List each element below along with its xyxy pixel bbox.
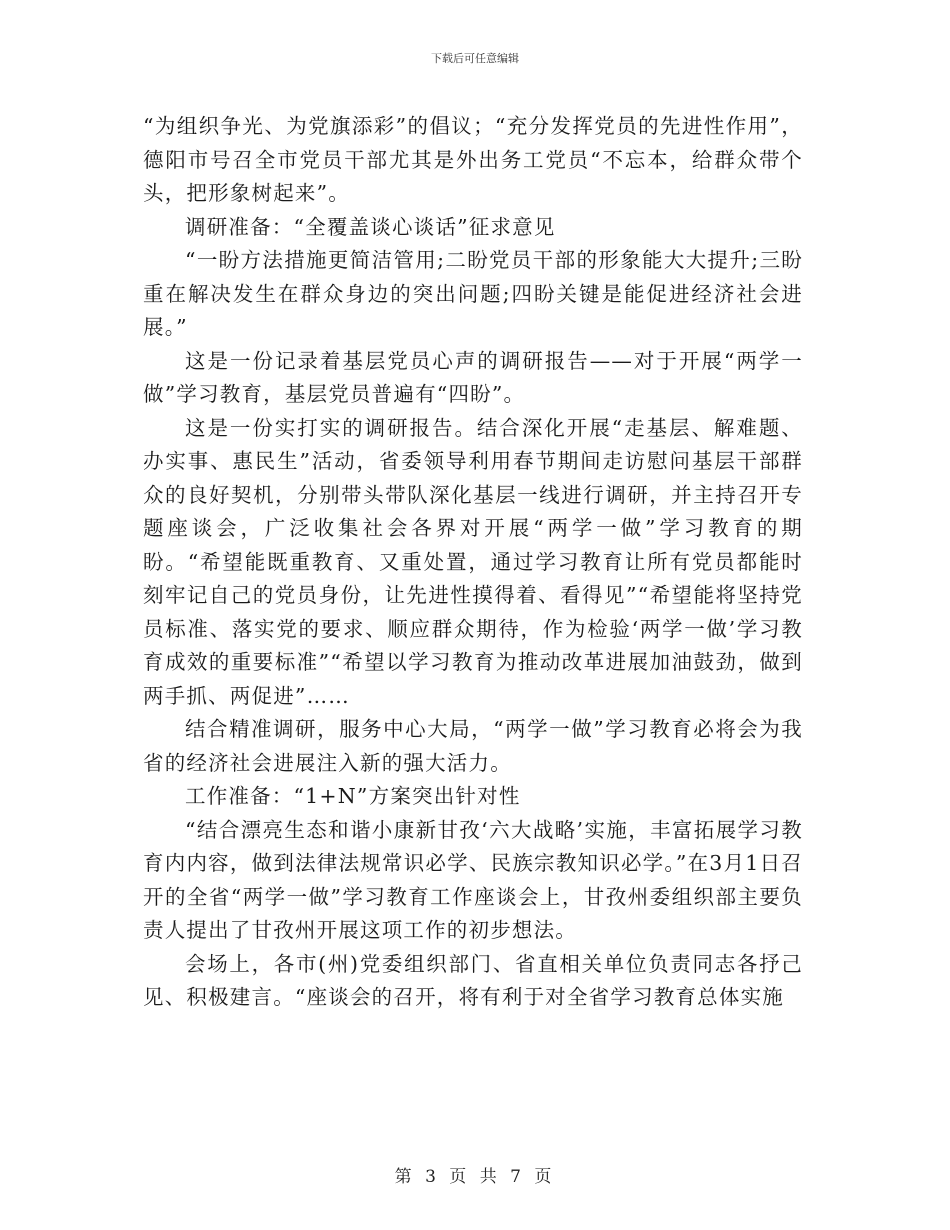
section-heading: 工作准备：“1+N”方案突出针对性 <box>185 784 521 808</box>
section-heading: 调研准备：“全覆盖谈心谈话”征求意见 <box>185 214 556 239</box>
paragraph: “一盼方法措施更简洁管用;二盼党员干部的形象能大大提升;三盼重在解决发生在群众身边的突出问题;四盼关键是能促进经济社会进展。” <box>143 248 803 339</box>
paragraph: “为组织争光、为党旗添彩”的倡议；“充分发挥党员的先进性作用”，德阳市号召全市党员干部尤其是外出务工党员“不忘本，给群众带个头，把形象树起来”。 <box>143 114 803 205</box>
header-note: 下载后可任意编辑 <box>431 52 519 65</box>
paragraph: 这是一份记录着基层党员心声的调研报告——对于开展“两学一做”学习教育，基层党员普遍有“四盼”。 <box>143 348 803 406</box>
paragraph: “结合漂亮生态和谐小康新甘孜‘六大战略’实施，丰富拓展学习教育内内容，做到法律法规常识必学、民族宗教知识必学。”在3月1日召开的全省“两学一做”学习教育工作座谈会上，甘孜州委组织部主要负责人提出了甘孜州开展这项工作的初步想法。 <box>143 817 803 942</box>
page-number: 第 3 页 共 7 页 <box>394 1167 556 1187</box>
paragraph: 这是一份实打实的调研报告。结合深化开展“走基层、解难题、办实事、惠民生”活动，省委领导利用春节期间走访慰问基层干部群众的良好契机，分别带头带队深化基层一线进行调研，并主持召开专题座谈会，广泛收集社会各界对开展“两学一做”学习教育的期盼。“希望能既重教育、又重处置，通过学习教育让所有党员都能时刻牢记自己的党员身份，让先进性摸得着、看得见”“希望能将坚持党员标准、落实党的要求、顺应群众期待，作为检验‘两学一做’学习教育成效的重要标准”“希望以学习教育为推动改革进展加油鼓劲，做到两手抓、两促进”…… <box>143 415 803 708</box>
paragraph: 结合精准调研，服务中心大局，“两学一做”学习教育必将会为我省的经济社会进展注入新的强大活力。 <box>143 717 803 775</box>
paragraph: 会场上，各市(州)党委组织部门、省直相关单位负责同志各抒己见、积极建言。“座谈会的召开，将有利于对全省学习教育总体实施 <box>143 951 803 1009</box>
document-body <box>143 110 803 1015</box>
